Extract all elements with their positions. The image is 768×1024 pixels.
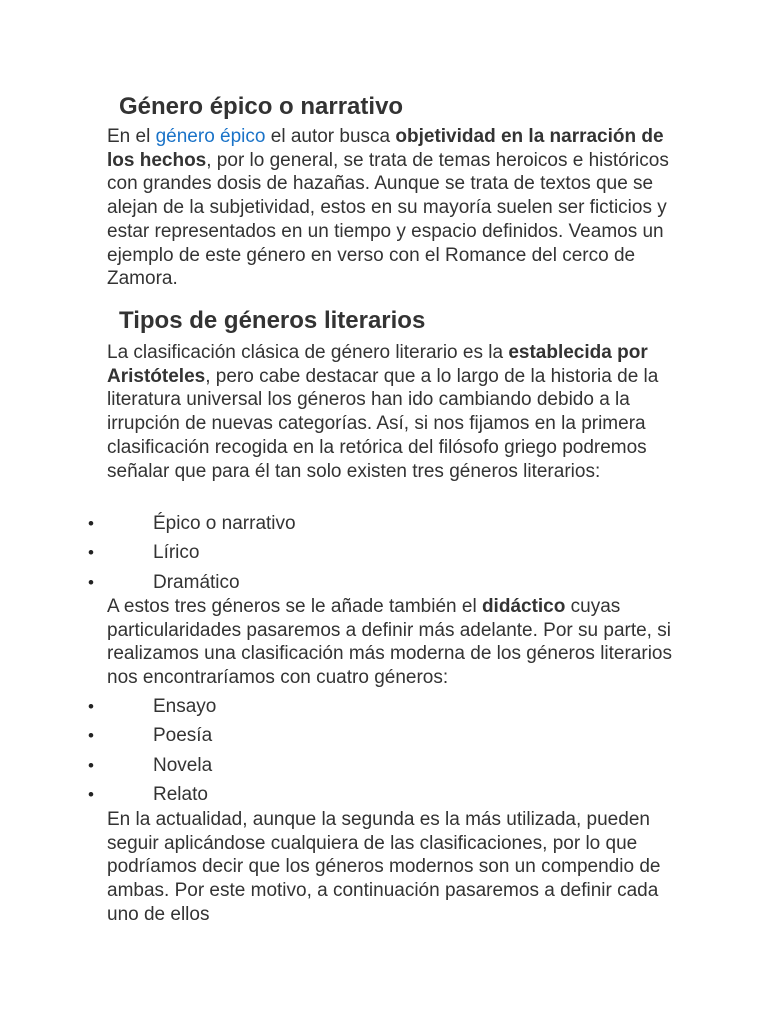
- paragraph-didactico: [107, 595, 677, 690]
- bullet-icon: •: [88, 543, 94, 563]
- text-run: En el: [107, 126, 156, 147]
- paragraph-clasificacion-clasica: [107, 341, 677, 483]
- list-item-label: Novela: [153, 754, 213, 776]
- bullet-icon: •: [88, 572, 94, 592]
- list-item: [0, 724, 768, 753]
- text-run: cuyas particularidades pasaremos a definir más adelante. Por su parte, si realizamos una clasificación más moderna de los géneros literarios nos encontraríamos con cuatro géneros:: [107, 596, 672, 689]
- bullet-icon: •: [88, 514, 94, 533]
- text-run: el autor busca: [265, 126, 396, 147]
- paragraph-actualidad: En la actualidad, aunque la segunda es la más utilizada, pueden seguir aplicándose cualquiera de las clasificaciones, por lo que podríamos decir que los géneros modernos son un compendio de ambas. Por este motivo, a continuación pasaremos a definir cada uno de ellos: [107, 809, 661, 925]
- text-run: , por lo general, se trata de temas heroicos e históricos con grandes dosis de hazañas. Aunque se trata de textos que se alejan de la subjetividad, estos en su mayoría suelen ser ficticios y estar representados en un tiempo y espacio definidos. Veamos un ejemplo de este género en verso con el Romance del cerco de Zamora.: [107, 149, 669, 290]
- bold-aristoteles: establecida por Aristóteles: [107, 342, 648, 387]
- modern-genres-list: [0, 695, 768, 812]
- text-run: A estos tres géneros se le añade también el: [107, 596, 482, 617]
- list-item-label: Ensayo: [153, 696, 217, 717]
- list-item-label: Poesía: [153, 725, 213, 747]
- list-item-label: Épico o narrativo: [153, 513, 296, 534]
- heading-tipos-generos: Tipos de géneros literarios: [119, 307, 426, 334]
- heading-genero-epico: Género épico o narrativo: [119, 93, 404, 120]
- bullet-icon: •: [88, 697, 94, 716]
- text-run: , pero cabe destacar que a lo largo de la historia de la literatura universal los géneros han ido cambiando debido a la irrupción de nuevas categorías. Así, si nos fijamos en la primera clasificación recogida en la retórica del filósofo griego podremos señalar que para él tan solo existen tres géneros literarios:: [107, 365, 659, 482]
- list-item: [0, 754, 768, 783]
- list-item: [0, 695, 768, 724]
- bullet-icon: •: [88, 784, 94, 804]
- list-item: [0, 512, 768, 541]
- paragraph-genero-epico: [107, 125, 677, 291]
- bold-objetividad: objetividad en la narración de los hechos: [107, 126, 664, 171]
- list-item-label: Lírico: [153, 542, 200, 564]
- link-genero-epico[interactable]: género épico: [155, 126, 266, 147]
- list-item: [0, 541, 768, 570]
- list-item-label: Relato: [153, 783, 208, 805]
- list-item-label: Dramático: [153, 571, 240, 593]
- classic-genres-list: [0, 512, 768, 600]
- bullet-icon: •: [88, 726, 94, 746]
- bold-didactico: didáctico: [481, 596, 566, 617]
- bullet-icon: •: [88, 755, 94, 775]
- text-run: La clasificación clásica de género literario es la: [107, 342, 509, 363]
